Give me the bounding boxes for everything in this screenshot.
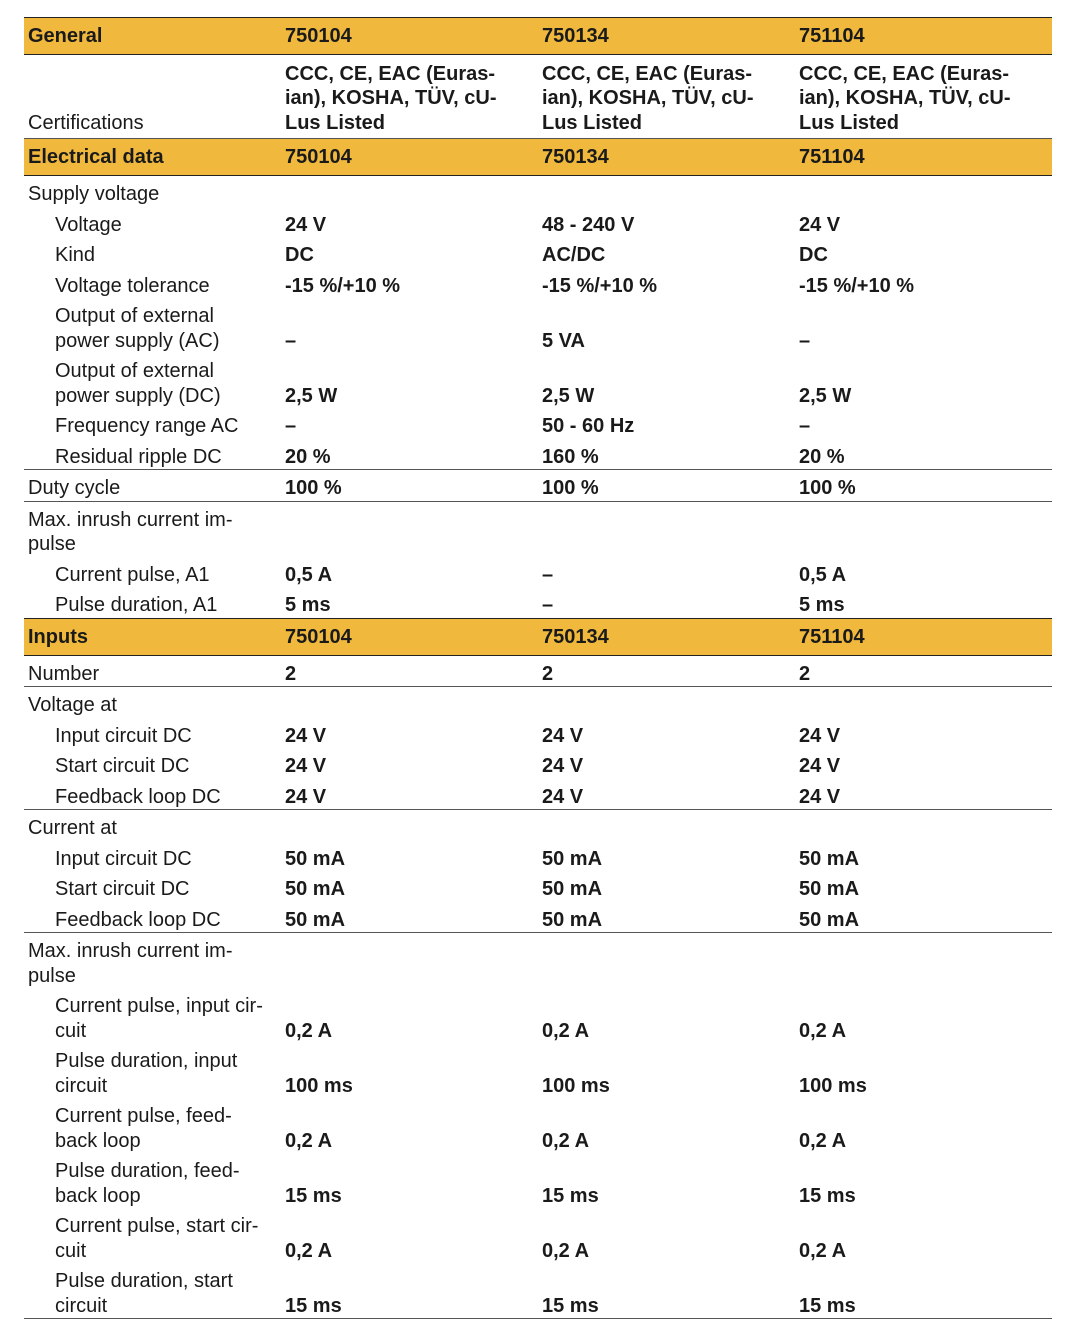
row-label: Pulse duration, input circuit bbox=[55, 1050, 238, 1097]
cell-value: 0,2 A bbox=[542, 1239, 590, 1262]
row-label: Feedback loop DC bbox=[24, 902, 281, 933]
row-label: Frequency range AC bbox=[55, 415, 239, 437]
column-header: 750104 bbox=[281, 139, 538, 176]
table-row bbox=[24, 298, 1052, 353]
cell-value: CCC, CE, EAC (Euras- ian), KOSHA, TÜV, cU- Lus Listed bbox=[795, 55, 1052, 139]
row-label: Duty cycle bbox=[24, 470, 281, 502]
cell-value: 20 % bbox=[795, 439, 1052, 470]
column-header: 750104 bbox=[281, 618, 538, 655]
row-label: Pulse duration, start circuit bbox=[24, 1263, 281, 1319]
cell-value: 0,2 A bbox=[542, 1129, 590, 1152]
table-row bbox=[24, 207, 1052, 238]
row-label: Voltage bbox=[55, 213, 122, 236]
row-label: Current pulse, start cir- cuit bbox=[55, 1215, 259, 1262]
cell-value: 100 ms bbox=[799, 1074, 867, 1097]
cell-value: 15 ms bbox=[538, 1263, 795, 1319]
row-label: Start circuit DC bbox=[55, 755, 190, 777]
cell-value: 0,2 A bbox=[799, 1239, 847, 1262]
cell-value: 24 V bbox=[281, 779, 538, 810]
section-title: Inputs bbox=[24, 618, 281, 655]
cell-value: 50 mA bbox=[285, 878, 346, 900]
section-title: Electrical data bbox=[24, 139, 281, 176]
row-label: Pulse duration, feed- back loop bbox=[55, 1160, 240, 1207]
table-row bbox=[24, 841, 1052, 872]
cell-value: 15 ms bbox=[799, 1184, 856, 1207]
table-row bbox=[24, 988, 1052, 1043]
cell-value: 100 ms bbox=[542, 1074, 610, 1097]
section-header-inputs bbox=[24, 618, 1052, 655]
cell-value: 50 mA bbox=[542, 878, 603, 900]
cell-value: 50 mA bbox=[281, 902, 538, 933]
cell-value: 24 V bbox=[542, 724, 584, 747]
cell-value: 24 V bbox=[795, 779, 1052, 810]
table-row bbox=[24, 902, 1052, 933]
row-label: Certifications bbox=[24, 55, 281, 139]
cell-value: – bbox=[285, 415, 297, 437]
cell-value: 24 V bbox=[285, 755, 327, 777]
cell-value: 100 ms bbox=[285, 1074, 353, 1097]
cell-value: 50 mA bbox=[542, 847, 603, 870]
cell-value: 2,5 W bbox=[799, 384, 852, 407]
group-label: Max. inrush current im- pulse bbox=[28, 508, 233, 555]
group-label: Max. inrush current im- pulse bbox=[28, 940, 233, 987]
cell-value: 24 V bbox=[285, 724, 327, 747]
group-label: Current at bbox=[28, 817, 117, 839]
table-row bbox=[24, 237, 1052, 268]
cell-value: 24 V bbox=[285, 213, 327, 236]
cell-value: 15 ms bbox=[542, 1184, 599, 1207]
cell-value: 20 % bbox=[281, 439, 538, 470]
table-row bbox=[24, 1208, 1052, 1263]
table-row bbox=[24, 55, 1052, 139]
cell-value: -15 %/+10 % bbox=[542, 274, 658, 297]
table-row bbox=[24, 933, 1052, 989]
cell-value: DC bbox=[285, 244, 314, 266]
row-label: Number bbox=[24, 655, 281, 687]
table-row bbox=[24, 687, 1052, 718]
row-label: Voltage tolerance bbox=[55, 274, 210, 297]
table-row bbox=[24, 718, 1052, 749]
cell-value: AC/DC bbox=[542, 244, 606, 266]
cell-value: 50 mA bbox=[285, 847, 346, 870]
table-row bbox=[24, 1153, 1052, 1208]
row-label: Input circuit DC bbox=[55, 847, 192, 870]
section-header-electrical bbox=[24, 139, 1052, 176]
row-label: Output of external power supply (DC) bbox=[55, 360, 221, 407]
table-row bbox=[24, 268, 1052, 299]
cell-value: 0,5 A bbox=[285, 563, 333, 586]
cell-value: 2 bbox=[281, 655, 538, 687]
cell-value: 0,2 A bbox=[285, 1239, 333, 1262]
cell-value: 24 V bbox=[542, 755, 584, 777]
row-label: Start circuit DC bbox=[55, 878, 190, 900]
cell-value: 15 ms bbox=[285, 1184, 342, 1207]
cell-value: 24 V bbox=[799, 755, 841, 777]
cell-value: 0,2 A bbox=[285, 1129, 333, 1152]
row-label: Input circuit DC bbox=[55, 724, 192, 747]
cell-value: -15 %/+10 % bbox=[285, 274, 401, 297]
cell-value: 160 % bbox=[538, 439, 795, 470]
cell-value: 50 mA bbox=[538, 902, 795, 933]
cell-value: 24 V bbox=[799, 724, 841, 747]
cell-value: 2,5 W bbox=[285, 384, 338, 407]
cell-value: – bbox=[542, 594, 554, 616]
column-header: 751104 bbox=[795, 618, 1052, 655]
cell-value: 15 ms bbox=[795, 1263, 1052, 1319]
table-row bbox=[24, 748, 1052, 779]
cell-value: – bbox=[799, 415, 811, 437]
spec-table bbox=[24, 17, 1052, 1319]
table-row bbox=[24, 353, 1052, 408]
cell-value: CCC, CE, EAC (Euras- ian), KOSHA, TÜV, cU- Lus Listed bbox=[538, 55, 795, 139]
section-title: General bbox=[24, 18, 281, 55]
cell-value: – bbox=[542, 563, 554, 586]
cell-value: 24 V bbox=[538, 779, 795, 810]
column-header: 750134 bbox=[538, 618, 795, 655]
row-label: Current pulse, A1 bbox=[55, 563, 210, 586]
cell-value: DC bbox=[799, 244, 828, 266]
row-label: Feedback loop DC bbox=[24, 779, 281, 810]
cell-value: 2 bbox=[538, 655, 795, 687]
cell-value: 100 % bbox=[281, 470, 538, 502]
cell-value: 0,2 A bbox=[542, 1019, 590, 1042]
column-header: 750134 bbox=[538, 139, 795, 176]
table-row bbox=[24, 1263, 1052, 1319]
row-label: Output of external power supply (AC) bbox=[55, 305, 220, 352]
cell-value: 5 ms bbox=[799, 594, 845, 616]
cell-value: 5 ms bbox=[285, 594, 331, 616]
cell-value: 5 VA bbox=[542, 329, 585, 352]
cell-value: 50 mA bbox=[795, 902, 1052, 933]
cell-value: 100 % bbox=[795, 470, 1052, 502]
cell-value: 15 ms bbox=[281, 1263, 538, 1319]
cell-value: 50 mA bbox=[799, 878, 860, 900]
cell-value: 100 % bbox=[538, 470, 795, 502]
table-row bbox=[24, 871, 1052, 902]
table-row bbox=[24, 810, 1052, 841]
group-label: Voltage at bbox=[28, 694, 117, 716]
cell-value: 50 - 60 Hz bbox=[542, 415, 635, 437]
column-header: 750134 bbox=[538, 18, 795, 55]
table-row bbox=[24, 1098, 1052, 1153]
row-label: Kind bbox=[55, 244, 96, 266]
column-header: 750104 bbox=[281, 18, 538, 55]
cell-value: CCC, CE, EAC (Euras- ian), KOSHA, TÜV, cU- Lus Listed bbox=[281, 55, 538, 139]
cell-value: 48 - 240 V bbox=[542, 213, 635, 236]
table-row bbox=[24, 501, 1052, 557]
table-row bbox=[24, 1043, 1052, 1098]
table-row bbox=[24, 655, 1052, 687]
row-label: Pulse duration, A1 bbox=[55, 594, 218, 616]
table-row bbox=[24, 408, 1052, 439]
cell-value: – bbox=[285, 329, 297, 352]
table-row bbox=[24, 470, 1052, 502]
cell-value: 2 bbox=[795, 655, 1052, 687]
cell-value: 0,2 A bbox=[285, 1019, 333, 1042]
table-row bbox=[24, 587, 1052, 618]
cell-value: – bbox=[799, 329, 811, 352]
column-header: 751104 bbox=[795, 139, 1052, 176]
cell-value: -15 %/+10 % bbox=[799, 274, 915, 297]
cell-value: 0,2 A bbox=[799, 1019, 847, 1042]
cell-value: 0,5 A bbox=[799, 563, 847, 586]
cell-value: 50 mA bbox=[799, 847, 860, 870]
cell-value: 2,5 W bbox=[542, 384, 595, 407]
row-label: Current pulse, feed- back loop bbox=[55, 1105, 232, 1152]
cell-value: 24 V bbox=[799, 213, 841, 236]
row-label: Current pulse, input cir- cuit bbox=[55, 995, 263, 1042]
table-row bbox=[24, 439, 1052, 470]
column-header: 751104 bbox=[795, 18, 1052, 55]
cell-value: 0,2 A bbox=[799, 1129, 847, 1152]
table-row bbox=[24, 557, 1052, 588]
group-label: Supply voltage bbox=[28, 183, 160, 205]
table-row bbox=[24, 779, 1052, 810]
section-header-general bbox=[24, 18, 1052, 55]
row-label: Residual ripple DC bbox=[24, 439, 281, 470]
table-row bbox=[24, 176, 1052, 207]
